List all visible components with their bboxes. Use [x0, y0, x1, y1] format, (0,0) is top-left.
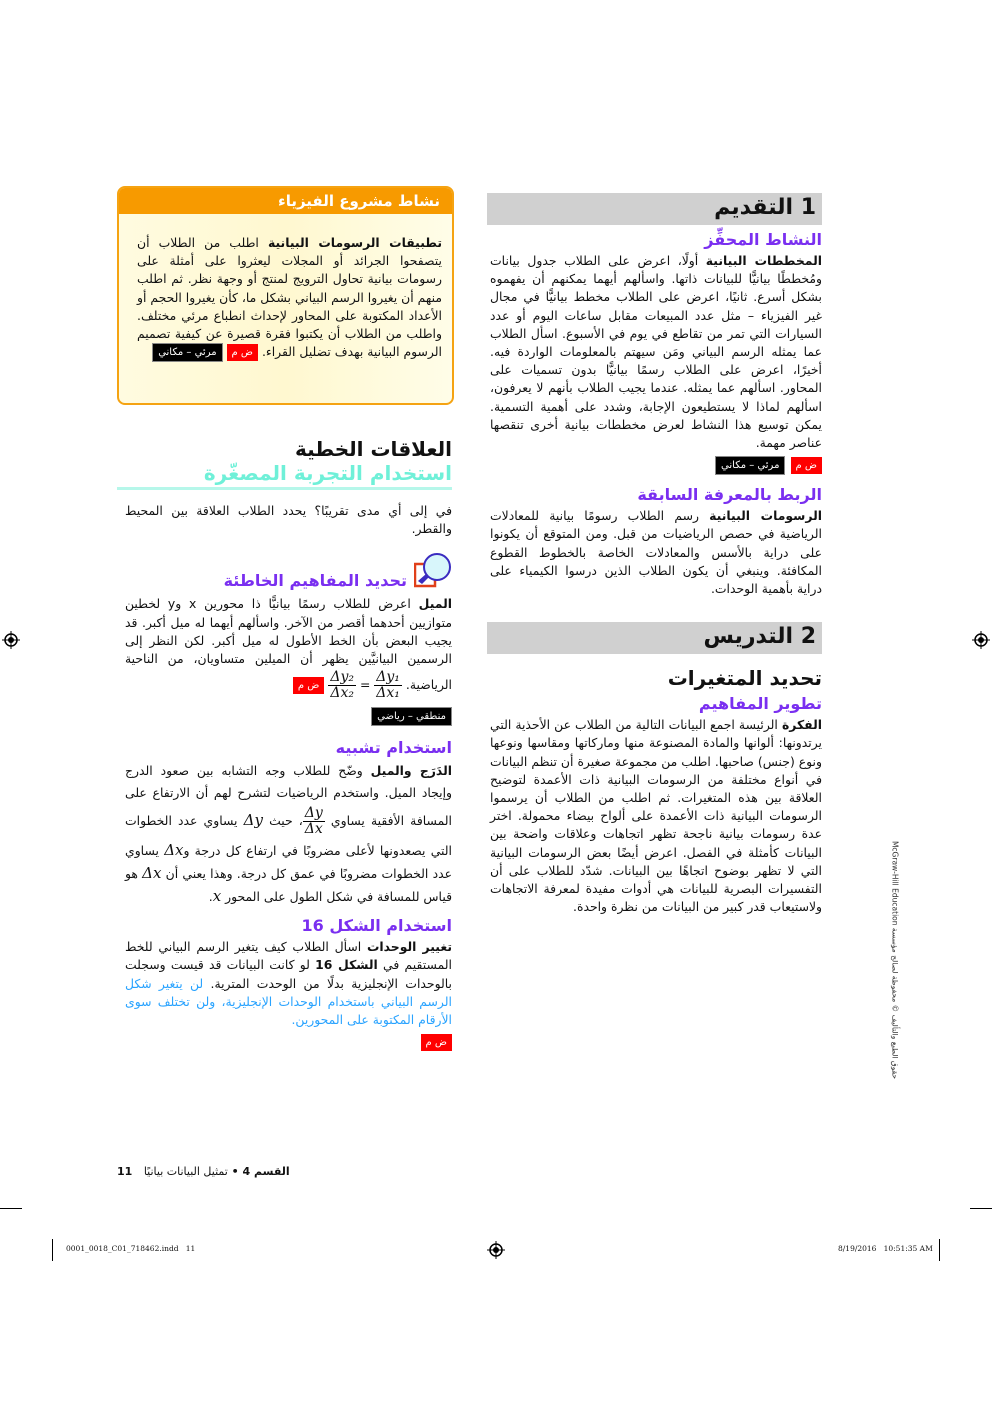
page-footer: القسم 4 • تمثيل البيانات بيانيًا 11 — [117, 1165, 290, 1178]
paragraph: لو كانت البيانات قد قيست وسجلت بالوحدات الإنجليزية بدلًا من الوحدت المترية. — [125, 957, 452, 991]
tag-badge: مرئي – مكاني — [152, 343, 222, 362]
heading-identify-variables: تحديد المتغيرات — [667, 666, 822, 691]
paragraph: اسأل الطلاب كيف يتغير الرسم البياني للخط المستقيم في — [125, 939, 452, 973]
misconceptions-header — [117, 552, 452, 592]
tag-row — [117, 706, 452, 726]
mini-lab-text: في إلى أي مدى تقريبًا؟ يحدد الطلاب العلاقة بين المحيط والقطر. — [125, 503, 452, 537]
rise-over-run-fraction: $\frac{\Delta y}{\Delta x}$ — [304, 805, 323, 838]
crop-mark — [970, 1208, 992, 1209]
paragraph: رسم الطلاب رسومًا بيانية للمعادلات الرياضية في حصص الرياضيات من قبل. ومن المتوقع أن يكونوا على دراية بالأسس والمعادلات الخاصة بالخطوط القطوع المكافئة. وينبغي أن يكون الطلاب الذين درسوا الكيمياء على دراية بأهمية الوحدات. — [490, 508, 822, 597]
subheading-figure-16: استخدام الشكل 16 — [301, 916, 452, 936]
paragraph: اطلب من الطلاب أن يتصفحوا الجرائد أو المجلات ليعثروا على أمثلة على رسومات بيانية تحاول الترويج لمنتج أو وجهة نظر. ثم اطلب منهم أن يغيروا الرسم البياني بشكل ما، كأن يغيروا الحجم أو الأعداد المكتوبة على المحاور لإحداث انطباع مرئي مختلف. واطلب من الطلاب أن يكتبوا فقرة قصيرة عن كيفية تصميم الرسوم البيانية بهدف تضليل القراء. — [137, 235, 442, 360]
tag-badge: ض م — [421, 1034, 452, 1051]
registration-mark-icon — [972, 631, 990, 653]
lead-term: تطبيقات الرسومات البيانية — [267, 235, 442, 250]
slope-fraction-2: $\frac{\text{Δy₂}}{\text{Δx₂}}$ — [330, 669, 354, 702]
left-column-lower — [117, 437, 452, 1051]
subheading-develop-concepts: تطوير المفاهيم — [698, 694, 822, 714]
paragraph: الرئيسة اجمع البيانات التالية من الطلاب عن الأحذية التي يرتدونها: ألوانها والمادة المصنوعة منها وماركاتها ومقاسها ونوعها ونوع (جنس) صاحبها. اطلب من مجموعة صغيرة أن تنظم البيانات في أنواع مختلفة من الرسومات البيانية ذات الأعمدة لتوضيح العلاقة بين هذه المتغيرات. ثم اطلب من الطلاب أن يرسموا الرسومات البيانية ذات الأعمدة على ألواح بيضاء محمولة. اختر عدة رسومات بيانية ناجحة تظهر اتجاهات وعلاقات واضحة بين البيانات كأمثلة في الفصل. اعرض أيضًا بعض الرسومات البيانية التي لا تظهر بوضوح اتجاهًا بين البيانات. شدّد للطلاب على أن التفسيرات البصرية للبيانات هي أدوات مفيدة لمعرفة الاتجاهات ولاستيعاب قدر كبير من البيانات من نظرة واحدة. — [490, 717, 822, 915]
magnifier-icon — [414, 552, 451, 589]
answer-text: لن يتغير شكل الرسم البياني باستخدام الوحدات الإنجليزية، ولن تختلف سوى الأرقام المكتوبة على المحورين. — [125, 975, 452, 1028]
crop-mark — [939, 1239, 940, 1261]
tag-badge: مرئي – مكاني — [715, 456, 785, 475]
subheading-analogy: استخدام تشبيه — [335, 738, 452, 758]
tag-badge: ض م — [293, 677, 324, 694]
subheading-misconceptions: تحديد المفاهيم الخاطئة — [223, 571, 407, 591]
prior-knowledge-text — [490, 507, 822, 598]
registration-mark-icon — [487, 1241, 505, 1263]
section-title: التقديم — [714, 195, 794, 220]
subheading-motivating-activity: النشاط المحفِّز — [704, 230, 822, 249]
math-symbol: Δx — [142, 864, 162, 883]
paragraph: اعرض للطلاب رسمًا بيانيًّا ذا محورين x وy لخطين متوازيين أحدهما أقصر من الآخر. واسألهم أيهما له ميل أكبر. قد يجيب البعض بأن الخط الأطول له ميل أكبر. لكن النظر إلى الرسمين البيانيَّين يظهر أن الميلين متساويان، من الناحية الرياضية. — [125, 596, 452, 693]
motivating-activity-text — [490, 252, 822, 452]
paragraph: هو قياس للمسافة في شكل الطول على المحور — [125, 866, 452, 905]
tag-badge: منطقي – رياضي — [371, 707, 452, 726]
develop-concepts-text — [490, 716, 822, 916]
slope-fraction-1: $\frac{\text{Δy₁}}{\text{Δx₁}}$ — [376, 669, 400, 702]
crop-mark — [0, 1208, 22, 1209]
right-column — [487, 193, 822, 916]
figure-reference: الشكل 16 — [315, 957, 378, 973]
section-title: التدريس — [703, 624, 794, 650]
box-title: نشاط مشروع الفيزياء — [119, 188, 452, 214]
misconceptions-text: الميل اعرض للطلاب رسمًا بيانيًّا ذا محورين x وy لخطين متوازيين أحدهما أقصر من الآخر. واسألهم أيهما له ميل أكبر. قد يجيب البعض بأن الخط الأطول له ميل أكبر. لكن النظر إلى الرسمين البيانيَّين يظهر أن الميلين متساويان، من الناحية الرياضية. $\frac{\text{Δy₁}}{\text{Δx₁}}$ = $\frac{\text{Δy₂}}{\text{Δx₂}}$ ض م — [125, 596, 452, 702]
paragraph: يساوي عدد الخطوات مضروبًا في عمق كل درجة. وهذا يعني أن — [125, 843, 452, 882]
subheading-mini-lab: استخدام التجربة المصغّرة — [203, 461, 452, 485]
chapter-title: تمثيل البيانات بيانيًا — [143, 1165, 228, 1178]
section-label: القسم 4 — [242, 1165, 290, 1178]
tag-badge: ض م — [227, 344, 258, 361]
math-symbol: Δx — [164, 841, 184, 860]
paragraph: . — [208, 889, 213, 905]
print-timestamp: 8/19/2016 10:51:35 AM — [838, 1244, 933, 1253]
analogy-text — [125, 760, 452, 908]
tag-badge: ض م — [791, 457, 822, 474]
registration-mark-icon — [2, 631, 20, 653]
lead-term: تغيير الوحدات — [366, 939, 452, 955]
lead-term: الفكرة — [781, 717, 822, 733]
paragraph: وضّح للطلاب وجه التشابه بين صعود الدرج وإيجاد الميل. واستخدم الرياضيات لتشرح لهم أن الارتفاع على المسافة الأفقية يساوي — [125, 763, 452, 829]
tag-row — [487, 455, 822, 475]
math-symbol: x — [212, 887, 222, 906]
physics-project-box — [117, 186, 454, 405]
lead-term: المخططات البيانية — [705, 253, 822, 268]
section-number: 1 — [800, 195, 816, 220]
paragraph: أولًا، اعرض على الطلاب جدول بيانات ومُخططًا بيانيًّا للبيانات ذاتها. واسألهم أيهما يمكنهم أن يفهموه بشكل أسرع. ثانيًا، اعرض على الطلاب مخطط بيانيًّا في مجال غير الفيزياء – مثل عدد المبيعات مقابل ساعات اليوم أو عدد السيارات التي تمر من تقاطع في يوم في الأسبوع. اسأل الطلاب عما يمثله الرسم البياني ومَن سيهتم بالمعلومات الواردة فيه. أخيرًا، اعرض على الطلاب رسمًا بيانيًّا بدون تسميات على المحاور. اسألهم عما يمثله. عندما يجيب الطلاب بأنهم لا يعرفون، اسألهم لماذا لا يستطيعون الإجابة، وشدد على أهمية التسمية. يمكن توسيع هذا النشاط لعرض مخططات بيانية أخرى تنقصها عناصر مهمة. — [490, 253, 822, 451]
tag-row — [117, 1032, 452, 1051]
divider — [117, 487, 452, 490]
figure-16-text — [125, 938, 452, 1029]
heading-linear-relationships: العلاقات الخطية — [294, 437, 452, 461]
file-info: 0001_0018_C01_718462.indd 11 — [66, 1244, 196, 1253]
paragraph: يساوي عدد الخطوات التي يصعدونها لأعلى مضروبًا في ارتفاع كل درجة و — [125, 813, 452, 859]
page-number: 11 — [117, 1165, 133, 1178]
subheading-prior-knowledge: الربط بالمعرفة السابقة — [637, 485, 822, 505]
lead-term: الدَرَج والميل — [370, 763, 452, 779]
paragraph: ، حيث — [269, 813, 303, 829]
copyright-notice: حقوق الطبع والتأليف © محفوظة لصالح مؤسسة McGraw-Hill Education — [890, 840, 900, 1080]
project-text — [137, 234, 442, 362]
lead-term: الرسومات البيانية — [709, 508, 822, 524]
lead-term: الميل — [418, 596, 452, 612]
section-1-header — [487, 193, 822, 225]
math-symbol: Δy — [243, 811, 263, 830]
section-number: 2 — [800, 624, 816, 650]
crop-mark — [52, 1239, 53, 1261]
section-2-header — [487, 622, 822, 654]
